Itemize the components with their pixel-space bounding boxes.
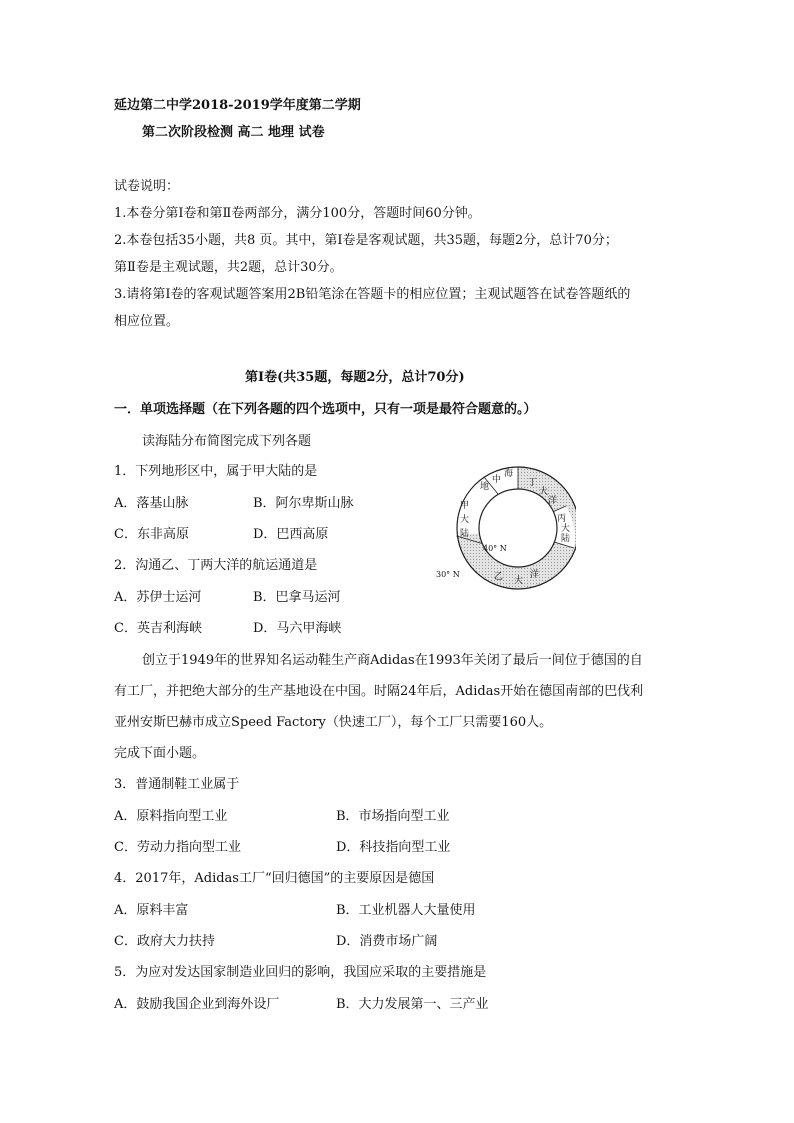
q1-stem: 1．下列地形区中，属于甲大陆的是: [114, 464, 318, 479]
passage-line2: 有工厂，并把绝大部分的生产基地设在中国。时隔24年后，Adidas开始在德国南部的巴伐利: [114, 684, 644, 699]
q3-option-d: D．科技指向型工业: [336, 840, 451, 855]
map-label-ding-2: 大: [539, 487, 549, 497]
group1-intro: 读海陆分布简图完成下列各题: [142, 434, 312, 449]
q3-option-c: C．劳动力指向型工业: [114, 840, 241, 855]
instruction-1: 1.本卷分第Ⅰ卷和第Ⅱ卷两部分，满分100分，答题时间60分钟。: [114, 206, 481, 221]
instruction-3b: 相应位置。: [114, 314, 180, 329]
map-label-dizhonghai-2: 中: [492, 475, 502, 485]
q1-option-b: B．阿尔卑斯山脉: [253, 496, 354, 511]
map-label-jia-1: 甲: [460, 501, 470, 511]
map-label-bing-2: 大: [561, 524, 571, 534]
q2-option-a: A．苏伊士运河: [114, 590, 202, 605]
q5-stem: 5．为应对发达国家制造业回归的影响，我国应采取的主要措施是: [114, 965, 487, 980]
q3-stem: 3．普通制鞋工业属于: [114, 777, 240, 792]
q3-option-b: B．市场指向型工业: [336, 809, 450, 824]
map-label-yi-2: 大: [514, 576, 524, 586]
q2-option-c: C．英吉利海峡: [114, 621, 202, 636]
q2-option-b: B．巴拿马运河: [253, 590, 341, 605]
section-heading: 一．单项选择题（在下列各题的四个选项中，只有一项是最符合题意的。）: [114, 402, 537, 417]
q1-option-c: C．东非高原: [114, 527, 189, 542]
q5-option-a: A．鼓励我国企业到海外设厂: [114, 997, 280, 1012]
part1-heading: 第Ⅰ卷(共35题，每题2分，总计70分): [245, 370, 465, 385]
q1-option-a: A．落基山脉: [114, 496, 189, 511]
exam-title-line2: 第二次阶段检测 高二 地理 试卷: [142, 125, 325, 140]
map-label-jia-3: 陆: [460, 529, 470, 539]
q4-stem: 4．2017年，Adidas工厂“回归德国”的主要原因是德国: [114, 871, 435, 886]
latitude-label-30n: 30° N: [436, 570, 460, 579]
map-label-yi-3: 洋: [530, 570, 540, 580]
passage-line4: 完成下面小题。: [114, 746, 206, 761]
q4-option-a: A．原料丰富: [114, 903, 189, 918]
land-sea-distribution-map: [436, 462, 576, 592]
map-label-yi-1: 乙: [494, 572, 504, 582]
instruction-2a: 2.本卷包括35小题，共8 页。其中，第Ⅰ卷是客观试题，共35题，每题2分，总计70分；: [114, 233, 618, 248]
map-label-bing-1: 丙: [557, 514, 567, 524]
q2-option-d: D．马六甲海峡: [253, 621, 342, 636]
map-label-jia-2: 大: [460, 515, 470, 525]
passage-line1: 创立于1949年的世界知名运动鞋生产商Adidas在1993年关闭了最后一间位于德国的自: [142, 653, 643, 668]
instruction-3a: 3.请将第Ⅰ卷的客观试题答案用2B铅笔涂在答题卡的相应位置；主观试题答在试卷答题纸的: [114, 287, 631, 302]
instructions-heading: 试卷说明：: [114, 179, 180, 194]
instruction-2b: 第Ⅱ卷是主观试题，共2题，总计30分。: [114, 260, 343, 275]
latitude-label-40n: 40° N: [483, 544, 507, 553]
map-label-dizhonghai-1: 地: [480, 482, 490, 492]
q2-stem: 2．沟通乙、丁两大洋的航运通道是: [114, 558, 318, 573]
exam-title-line1: 延边第二中学2018-2019学年度第二学期: [114, 98, 361, 113]
q1-option-d: D．巴西高原: [253, 527, 329, 542]
q3-option-a: A．原料指向型工业: [114, 809, 228, 824]
map-label-bing-3: 陆: [561, 534, 571, 544]
map-label-ding-3: 洋: [548, 496, 558, 506]
q4-option-d: D．消费市场广阔: [336, 934, 438, 949]
q4-option-c: C．政府大力扶持: [114, 934, 215, 949]
map-label-dizhonghai-3: 海: [504, 469, 514, 479]
map-label-ding-1: 丁: [528, 478, 538, 488]
q4-option-b: B．工业机器人大量使用: [336, 903, 476, 918]
passage-line3: 亚州安斯巴赫市成立Speed Factory（快速工厂），每个工厂只需要160人。: [114, 715, 553, 730]
q5-option-b: B．大力发展第一、三产业: [336, 997, 489, 1012]
inner-circle: [479, 489, 557, 567]
